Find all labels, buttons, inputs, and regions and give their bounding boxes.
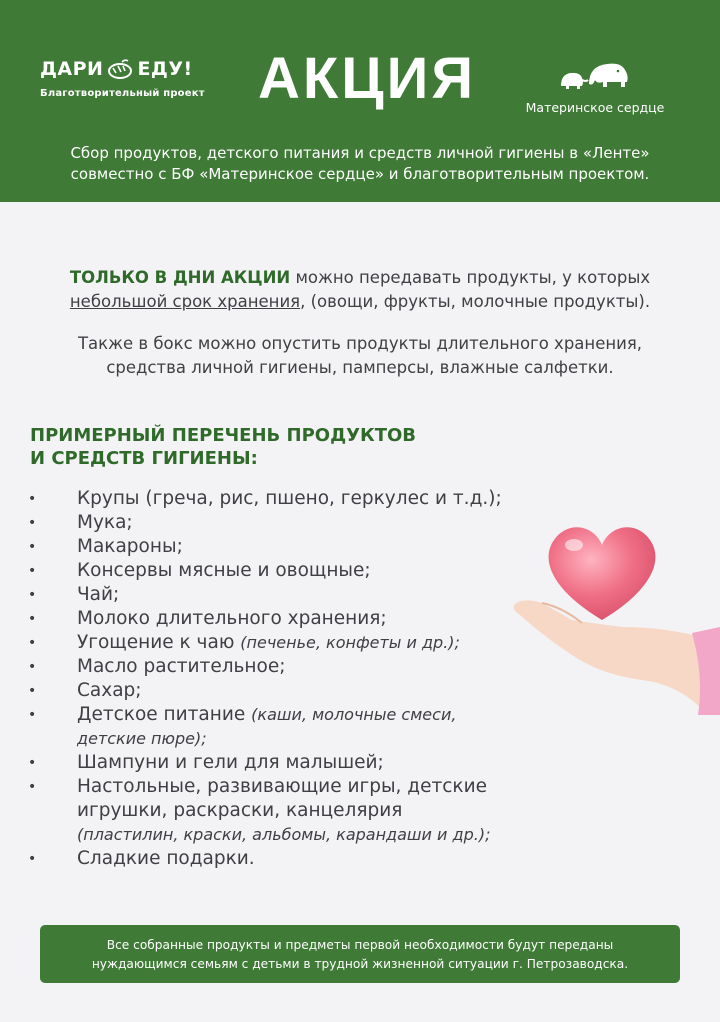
bullet-icon: • — [28, 563, 37, 579]
intro-second-line1: Также в бокс можно опустить продукты длительного хранения, — [77, 334, 643, 353]
bullet-icon: • — [28, 635, 37, 651]
bullet-icon: • — [28, 851, 37, 867]
list-item-text: Макароны; — [77, 536, 183, 557]
bullet-icon: • — [28, 659, 37, 675]
elephants-icon — [555, 56, 635, 90]
intro-second-line2: средства личной гигиены, памперсы, влажные салфетки. — [106, 358, 614, 377]
bullet-icon: • — [28, 611, 37, 627]
footer-line1: Все собранные продукты и предметы первой необходимости будут переданы — [106, 938, 614, 952]
list-item-note: (каши, молочные смеси, детские пюре); — [77, 705, 457, 748]
bullet-icon: • — [28, 587, 37, 603]
list-heading — [30, 424, 490, 470]
bullet-icon: • — [28, 755, 37, 771]
materinskoe-serdtse-logo — [510, 56, 680, 115]
list-item — [24, 583, 544, 607]
logo-subtitle: Благотворительный проект — [40, 88, 205, 99]
list-item — [24, 751, 544, 775]
list-item — [24, 631, 544, 655]
list-item — [24, 703, 544, 751]
intro-paragraph — [20, 266, 700, 314]
list-item — [24, 487, 544, 511]
bullet-icon: • — [28, 539, 37, 555]
list-item — [24, 559, 544, 583]
bullet-icon: • — [28, 683, 37, 699]
logo-brand-part2: ЕДУ! — [137, 58, 193, 80]
intro-text: можно передавать продукты, у которых — [290, 268, 651, 287]
bullet-icon: • — [28, 779, 37, 795]
list-heading-line2: И СРЕДСТВ ГИГИЕНЫ: — [30, 448, 258, 469]
list-item — [24, 607, 544, 631]
header-banner — [0, 0, 720, 202]
intro-emphasis: ТОЛЬКО В ДНИ АКЦИИ — [69, 268, 291, 287]
footer-line2: нуждающимся семьям с детьми в трудной жизненной ситуации г. Петрозаводска. — [91, 957, 629, 971]
list-item — [24, 511, 544, 535]
list-item — [24, 847, 544, 871]
bullet-icon: • — [28, 707, 37, 723]
list-item-text: Чай; — [77, 584, 120, 605]
list-item — [24, 535, 544, 559]
header-description-line1: Сбор продуктов, детского питания и средств личной гигиены в «Ленте» — [70, 144, 650, 162]
bullet-icon: • — [28, 515, 37, 531]
partner-caption: Материнское сердце — [525, 100, 665, 115]
list-item-text: Молоко длительного хранения; — [77, 608, 387, 629]
list-item-text: Настольные, развивающие игры, детские игрушки, раскраски, канцелярия — [77, 776, 488, 821]
list-heading-line1: ПРИМЕРНЫЙ ПЕРЕЧЕНЬ ПРОДУКТОВ — [30, 425, 416, 446]
intro-second-paragraph — [20, 332, 700, 380]
list-item — [24, 655, 544, 679]
list-item-text: Крупы (греча, рис, пшено, геркулес и т.д.); — [77, 488, 502, 509]
bread-icon — [107, 58, 133, 80]
dari-edu-logo — [40, 58, 205, 99]
footer-note — [40, 925, 680, 983]
list-item-text: Шампуни и гели для малышей; — [77, 752, 384, 773]
logo-brand-part1: ДАРИ — [40, 58, 104, 80]
products-list — [24, 487, 544, 871]
heart-in-hand-icon — [512, 515, 720, 715]
list-item — [24, 775, 544, 847]
list-item — [24, 679, 544, 703]
list-item-note: (пластилин, краски, альбомы, карандаши и др.); — [77, 825, 491, 844]
header-description — [0, 143, 720, 185]
intro-text-end: , (овощи, фрукты, молочные продукты). — [300, 292, 651, 311]
list-item-text: Детское питание — [77, 704, 252, 725]
list-item-text: Сахар; — [77, 680, 142, 701]
bullet-icon: • — [28, 491, 37, 507]
list-item-text: Консервы мясные и овощные; — [77, 560, 371, 581]
page-title: АКЦИЯ — [258, 46, 477, 111]
list-item-text: Сладкие подарки. — [77, 848, 255, 869]
list-item-text: Масло растительное; — [77, 656, 286, 677]
list-item-text: Угощение к чаю — [77, 632, 241, 653]
list-item-note: (печенье, конфеты и др.); — [240, 633, 460, 652]
intro-underlined: небольшой срок хранения — [69, 292, 301, 311]
header-description-line2: совместно с БФ «Материнское сердце» и благотворительным проектом. — [70, 165, 650, 183]
list-item-text: Мука; — [77, 512, 133, 533]
